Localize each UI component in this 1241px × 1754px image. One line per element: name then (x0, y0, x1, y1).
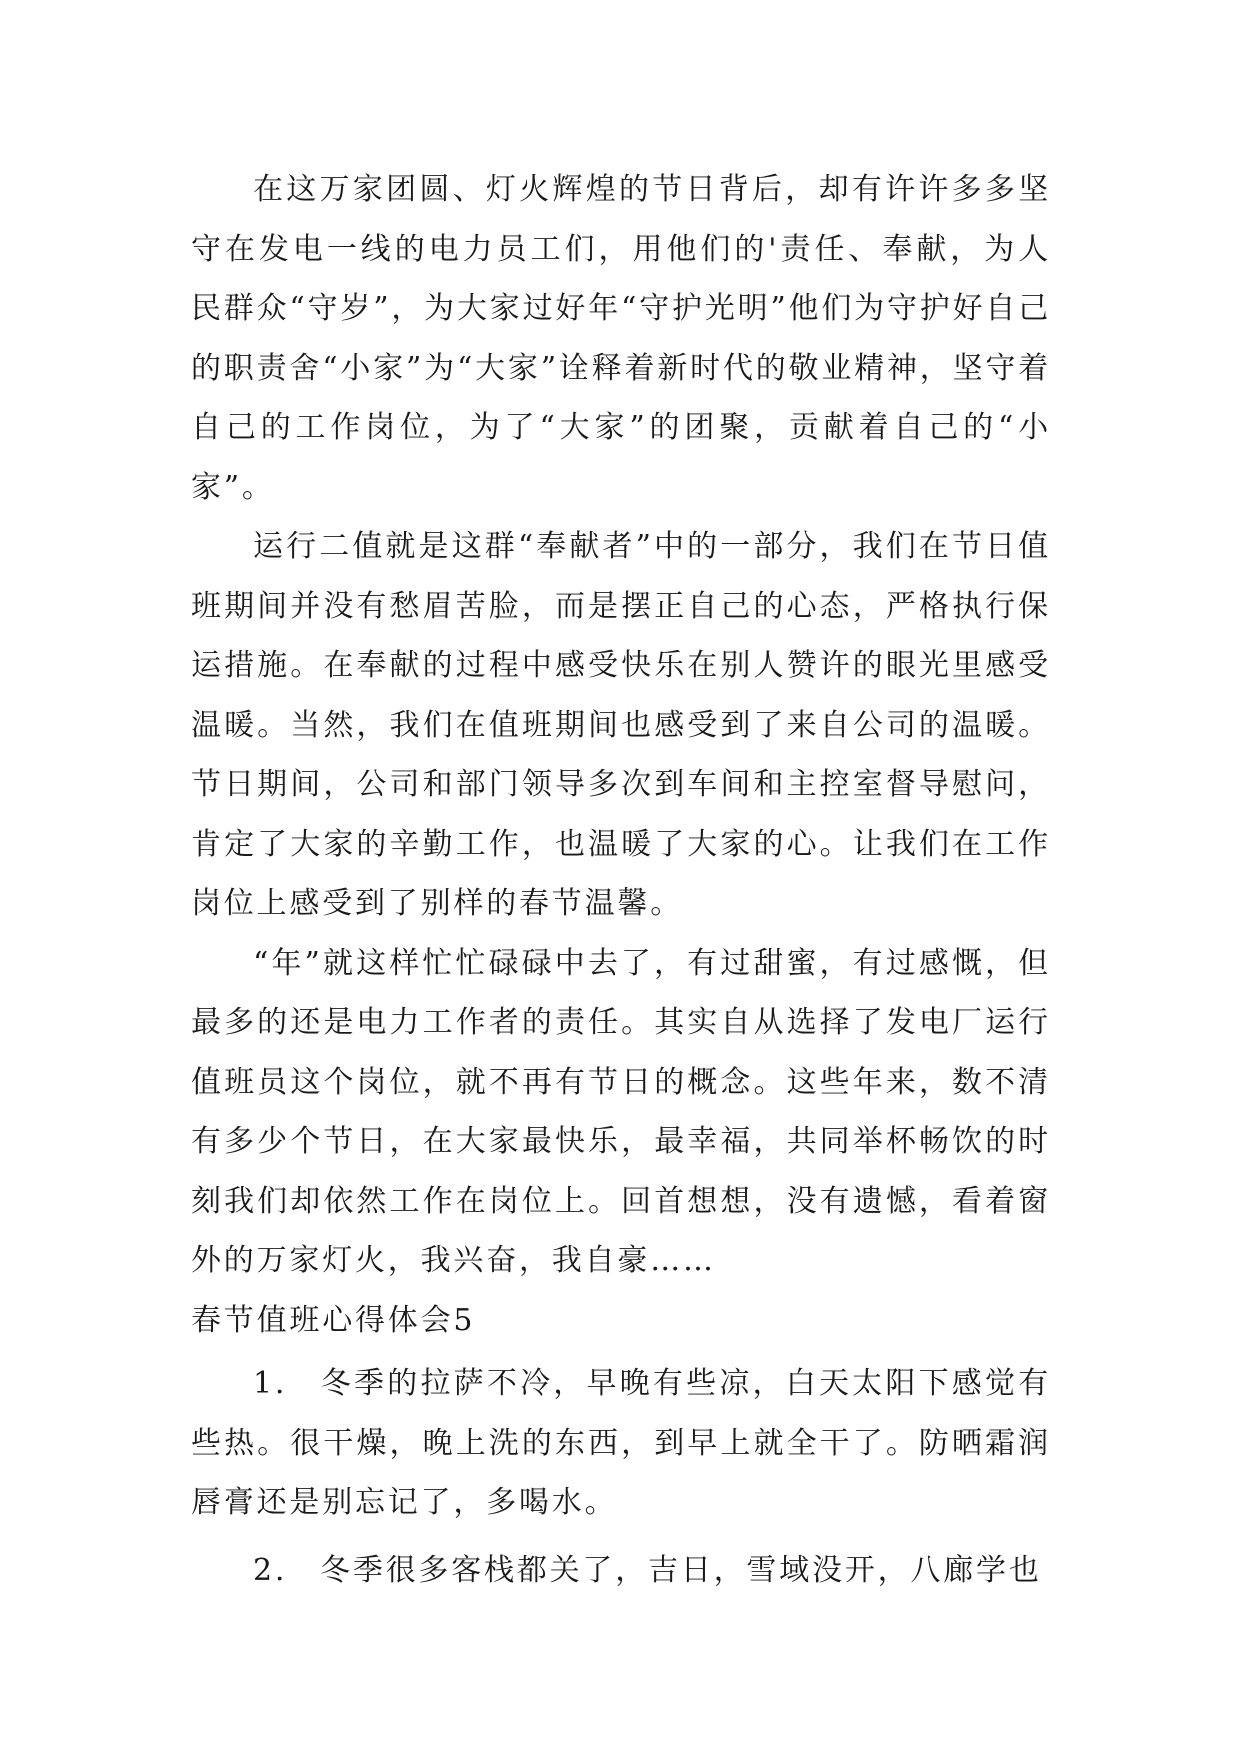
list-item-2: 2. 冬季很多客栈都关了，吉日，雪域没开，八廊学也 (253, 1552, 1042, 1588)
paragraph-3: “年”就这样忙忙碌碌中去了，有过甜蜜，有过感慨，但最多的还是电力工作者的责任。其实自从选择了发电厂运行值班员这个岗位，就不再有节日的概念。这些年来，数不清有多少个节日，在大家最快乐，最幸福，共同举杯畅饮的时刻我们却依然工作在岗位上。回首想想，没有遗憾，看着窗外的万家灯火，我兴奋，我自豪…… (191, 945, 1051, 1278)
document-body (191, 160, 1051, 1600)
list-item-1: 1. 冬季的拉萨不冷，早晚有些凉，白天太阳下感觉有些热。很干燥，晚上洗的东西，到早上就全干了。防晒霜润唇膏还是别忘记了，多喝水。 (191, 1366, 1051, 1520)
section-title: 春节值班心得体会5 (191, 1302, 476, 1338)
paragraph-2: 运行二值就是这群“奉献者”中的一部分，我们在节日值班期间并没有愁眉苦脸，而是摆正自己的心态，严格执行保运措施。在奉献的过程中感受快乐在别人赞许的眼光里感受温暖。当然，我们在值班期间也感受到了来自公司的温暖。节日期间，公司和部门领导多次到车间和主控室督导慰问，肯定了大家的辛勤工作，也温暖了大家的心。让我们在工作岗位上感受到了别样的春节温馨。 (191, 529, 1051, 921)
paragraph-1: 在这万家团圆、灯火辉煌的节日背后，却有许许多多坚守在发电一线的电力员工们，用他们的'责任、奉献，为人民群众“守岁”，为大家过好年“守护光明”他们为守护好自己的职责舍“小家”为“大家”诠释着新时代的敬业精神，坚守着自己的工作岗位，为了“大家”的团聚，贡献着自己的“小家”。 (191, 172, 1051, 505)
